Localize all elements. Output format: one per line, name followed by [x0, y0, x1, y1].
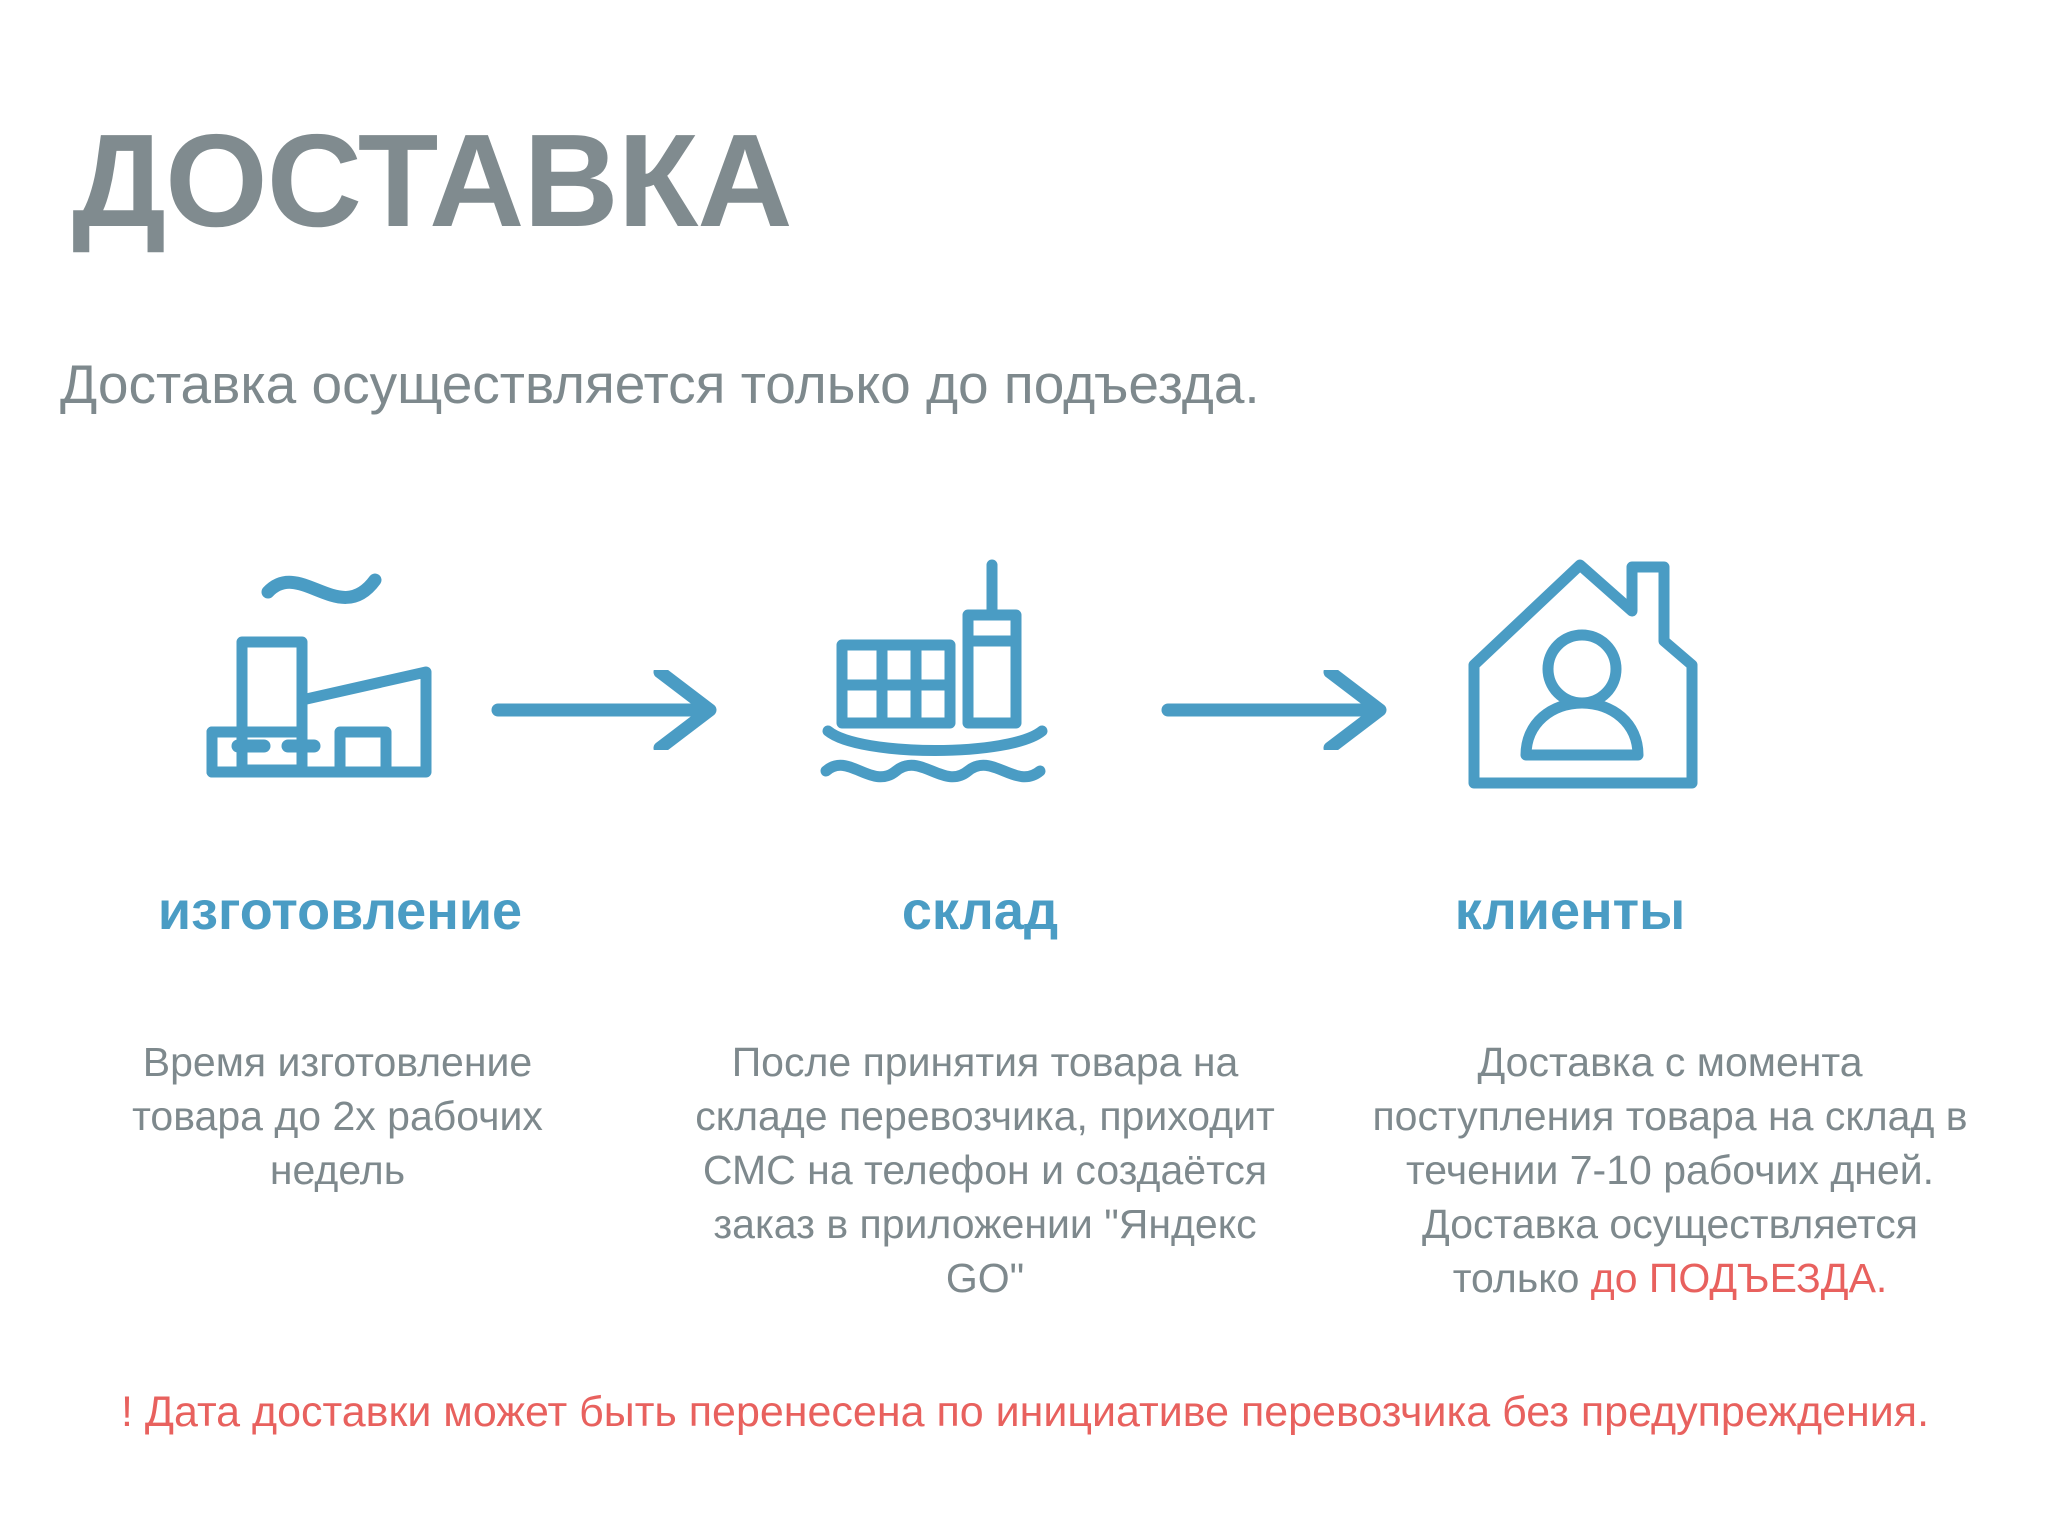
flow-description-clients-text: Доставка с момента поступления товара на склад в течении 7-10 рабочих дней. Доставка осуществляется только — [1372, 1039, 1968, 1302]
flow-label-manufacturing: изготовление — [157, 881, 523, 941]
flow-description-warehouse: После принятия товара на складе перевозчика, приходит СМС на телефон и создаётся заказ в приложении "Яндекс GO" — [695, 1039, 1275, 1302]
flow-description-clients — [1355, 1035, 1985, 1306]
factory-icon — [190, 550, 490, 810]
flow-step-clients — [1400, 530, 1820, 830]
flow-step-labels — [0, 880, 2048, 960]
delivery-warning-note: ! Дата доставки может быть перенесена по инициативе перевозчика без предупреждения. — [120, 1388, 1930, 1436]
flow-label-clients: клиенты — [1454, 881, 1686, 941]
flow-step-manufacturing — [130, 530, 550, 830]
page-title: ДОСТАВКА — [72, 107, 792, 255]
flow-description-manufacturing: Время изготовление товара до 2х рабочих недель — [132, 1039, 543, 1194]
house-person-icon — [1460, 545, 1760, 815]
page-subtitle: Доставка осуществляется только до подъезда. — [60, 353, 1260, 415]
arrow-right-icon-1 — [490, 670, 750, 750]
cargo-ship-icon — [820, 545, 1120, 815]
flow-label-warehouse: склад — [901, 881, 1059, 941]
arrow-right-icon-2 — [1160, 670, 1420, 750]
delivery-flow-diagram — [0, 530, 2048, 860]
flow-step-warehouse — [760, 530, 1180, 830]
flow-description-clients-highlight: до ПОДЪЕЗДА. — [1590, 1255, 1888, 1302]
